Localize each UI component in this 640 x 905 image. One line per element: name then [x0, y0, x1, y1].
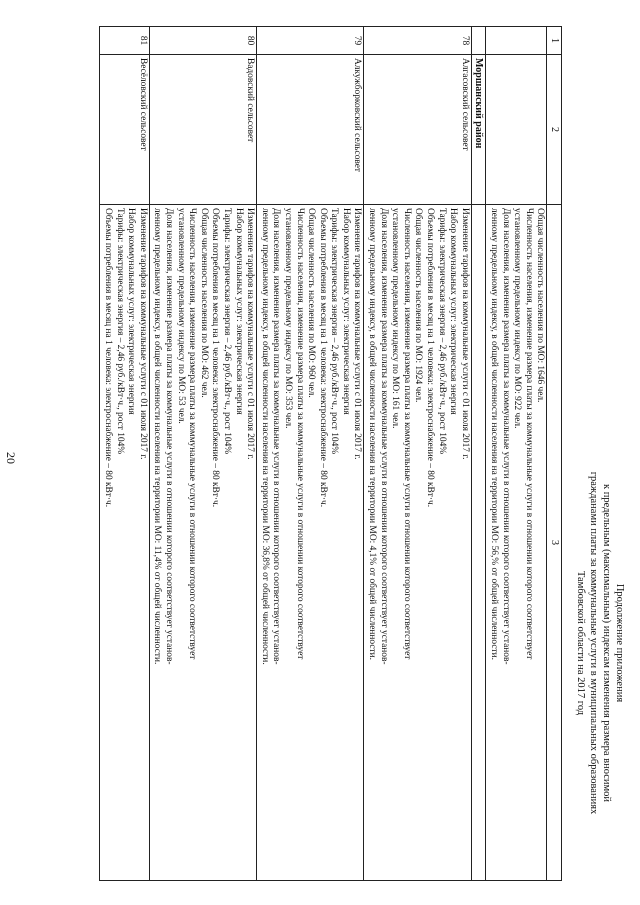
detail-line: Изменение тарифов на коммунальные услуги с 01 июля 2017 г.	[245, 208, 256, 460]
detail-line: Численность населения, изменение размера платы за коммунальные услуги в отношении которого соответствует	[294, 208, 305, 660]
cell-details	[100, 205, 149, 881]
cell-details	[149, 205, 256, 881]
detail-line: Тарифы: электрическая энергия – 2,46 руб./кВт·ч., рост 104%	[221, 208, 232, 455]
region-name: Моршанский район	[471, 55, 486, 205]
detail-line: Объемы потребления в месяц на 1 человека: электроснабжение – 80 кВт·ч.	[317, 208, 328, 508]
detail-line: установленному предельному индексу по МО: 922 чел.	[512, 208, 523, 429]
cell-num	[486, 27, 547, 55]
tariff-table	[99, 26, 562, 881]
municipality-name: Алкужборковский сельсовет	[257, 55, 364, 205]
cell-num	[471, 27, 486, 55]
detail-line: Набор коммунальных услуг: электрическая энергия	[448, 208, 459, 415]
detail-line: Общая численность населения по МО: 1646 чел.	[535, 208, 546, 403]
detail-line: Тарифы: электрическая энергия – 2,46 руб./кВт·ч., рост 104%	[436, 208, 447, 455]
cell-details	[257, 205, 364, 881]
table-row	[364, 27, 471, 881]
page-number: 20	[4, 452, 18, 464]
detail-line: Тарифы: электрическая энергия – 2,46 руб./кВт·ч., рост 104%	[329, 208, 340, 455]
detail-line: Тарифы: электрическая энергия – 2,46 руб./кВт·ч., рост 104%	[114, 208, 125, 455]
row-number: 78	[364, 27, 471, 55]
table-row	[100, 27, 149, 881]
detail-line: Общая численность населения по МО: 462 чел.	[198, 208, 209, 398]
heading-line-4: Тамбовской области на 2017 год	[575, 570, 586, 716]
detail-line: Набор коммунальных услуг: электрическая энергия	[233, 208, 244, 415]
detail-line: Изменение тарифов на коммунальные услуги с 01 июля 2017 г.	[352, 208, 363, 460]
row-number: 80	[149, 27, 256, 55]
detail-line: ленному предельному индексу, в общей численности населения на территории МО: 4,1% от общей численности.	[367, 208, 378, 660]
heading-line-1: Продолжение приложения	[614, 583, 625, 703]
municipality-name: Весёловский сельсовет	[100, 55, 149, 205]
detail-line: установленному предельному индексу по МО: 53 чел.	[175, 208, 186, 424]
detail-line: Доля населения, изменение размера платы за коммунальные услуги в отношении которого соответствует установ-	[378, 208, 389, 665]
detail-line: Объемы потребления в месяц на 1 человека: электроснабжение – 80 кВт·ч.	[425, 208, 436, 508]
detail-line: Численность населения, изменение размера платы за коммунальные услуги в отношении которого соответствует	[187, 208, 198, 660]
detail-line: Объемы потребления в месяц на 1 человека: электроснабжение – 80 кВт·ч.	[210, 208, 221, 508]
table-header-row	[547, 27, 562, 881]
detail-line: Общая численность населения по МО: 960 чел.	[306, 208, 317, 398]
detail-line: установленному предельному индексу по МО: 161 чел.	[390, 208, 401, 429]
document-sheet	[74, 18, 634, 888]
row-number: 79	[257, 27, 364, 55]
table-row	[149, 27, 256, 881]
detail-line: Набор коммунальных услуг: электрическая энергия	[340, 208, 351, 415]
col-header-1: 1	[547, 27, 562, 55]
detail-line: ленному предельному индексу, в общей численности населения на территории МО: 36,8% от общей численности.	[259, 208, 270, 665]
region-row	[471, 27, 486, 881]
detail-line: Доля населения, изменение размера платы за коммунальные услуги в отношении которого соответствует установ-	[500, 208, 511, 665]
row-number: 81	[100, 27, 149, 55]
document-heading	[574, 408, 626, 878]
cell-details	[471, 205, 486, 881]
detail-line: ленному предельному индексу, в общей численности населения на территории МО: 56,% от общей численности.	[489, 208, 500, 660]
detail-line: ленному предельному индексу, в общей численности населения на территории МО: 11,4% от общей численности.	[152, 208, 163, 665]
col-header-2: 2	[547, 55, 562, 205]
heading-line-3: гражданами платы за коммунальные услуги в муниципальных образованиях	[588, 471, 599, 815]
municipality-name: Вадовский сельсовет	[149, 55, 256, 205]
col-header-3: 3	[547, 205, 562, 881]
table-row-continuation	[486, 27, 547, 881]
cell-details	[364, 205, 471, 881]
detail-line: Набор коммунальных услуг: электрическая энергия	[126, 208, 137, 415]
detail-line: Доля населения, изменение размера платы за коммунальные услуги в отношении которого соответствует установ-	[164, 208, 174, 665]
heading-line-2: к предельным (максимальным) индексам изменения размера вносимой	[601, 483, 612, 803]
table-body	[100, 27, 547, 881]
detail-line: Изменение тарифов на коммунальные услуги с 01 июля 2017 г.	[137, 208, 148, 460]
detail-line: Доля населения, изменение размера платы за коммунальные услуги в отношении которого соответствует установ-	[271, 208, 282, 665]
detail-line: установленному предельному индексу по МО: 353 чел.	[282, 208, 293, 429]
cell-details	[486, 205, 547, 881]
detail-line: Общая численность населения по МО: 1924 чел.	[413, 208, 424, 403]
cell-name	[486, 55, 547, 205]
detail-line: Численность населения, изменение размера платы за коммунальные услуги в отношении которого соответствует	[401, 208, 412, 660]
detail-line: Объемы потребления в месяц на 1 человека: электроснабжение – 80 кВт·ч.	[103, 208, 114, 508]
table-row	[257, 27, 364, 881]
detail-line: Изменение тарифов на коммунальные услуги с 01 июля 2017 г.	[459, 208, 470, 460]
detail-line: Численность населения, изменение размера платы за коммунальные услуги в отношении которого соответствует	[523, 208, 534, 660]
municipality-name: Алгасовский сельсовет	[364, 55, 471, 205]
